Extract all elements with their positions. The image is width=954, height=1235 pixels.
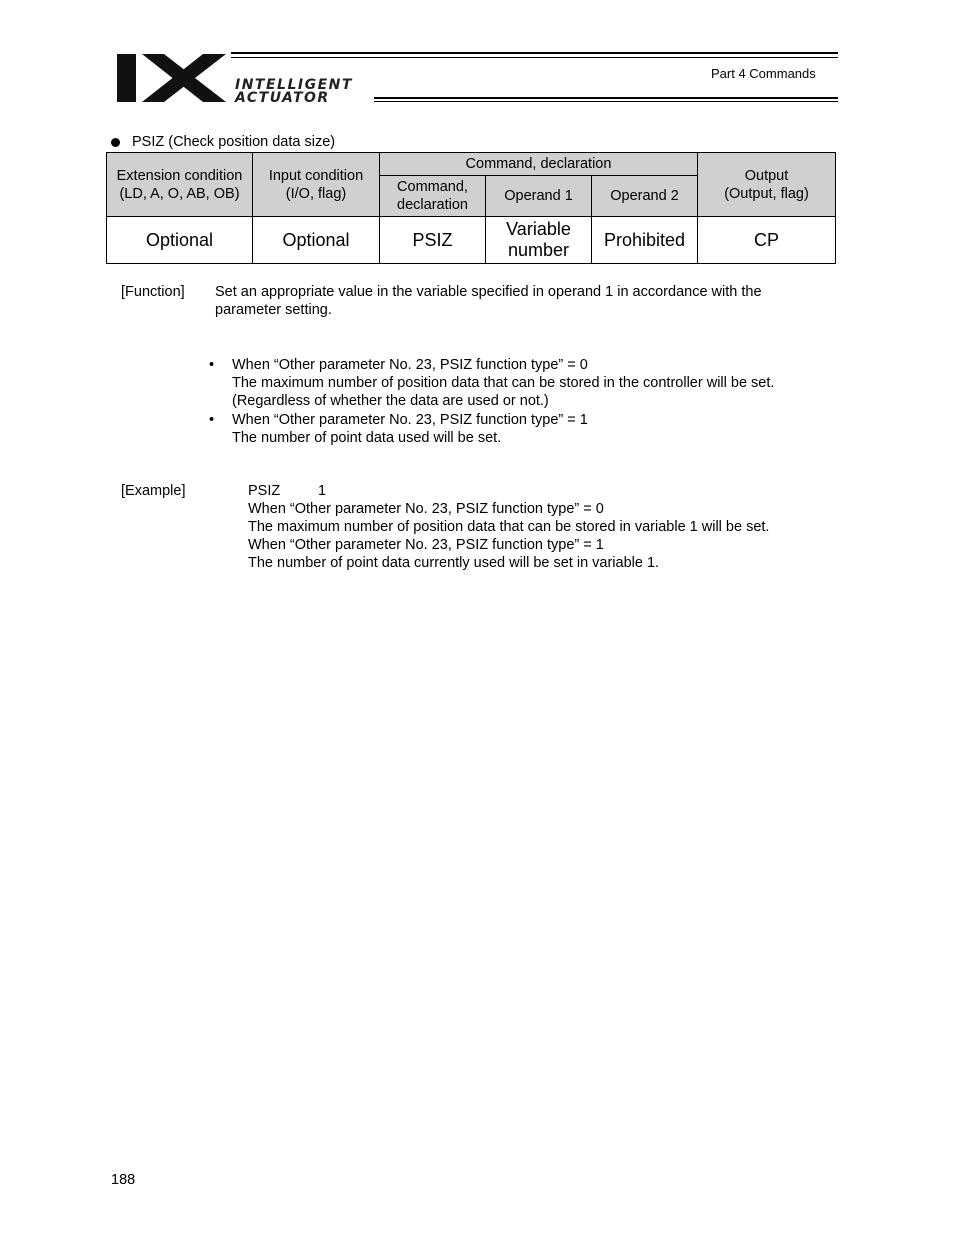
function-bullet-1-dot: • [209, 357, 215, 373]
brand-line2: ACTUATOR [235, 90, 330, 104]
brand-line1: INTELLIGENT [235, 77, 353, 93]
example-line-4: The number of point data currently used will be set in variable 1. [248, 555, 660, 571]
value-command: PSIZ [380, 217, 486, 264]
example-line-3: When “Other parameter No. 23, PSIZ function type” = 1 [248, 537, 604, 553]
example-code-operand: 1 [318, 483, 327, 499]
header-output: Output (Output, flag) [698, 153, 836, 217]
header-command-group: Command, declaration [380, 153, 698, 176]
intelligent-actuator-logo [114, 52, 399, 104]
header-operand1: Operand 1 [486, 176, 592, 217]
part-label: Part 4 Commands [711, 66, 816, 81]
header-command: Command, declaration [380, 176, 486, 217]
page-number: 188 [111, 1172, 136, 1188]
example-line-2: The maximum number of position data that can be stored in variable 1 will be set. [248, 519, 770, 535]
header-rule-bottom-thin [374, 101, 838, 102]
value-extension-condition: Optional [107, 217, 253, 264]
value-operand1: Variable number [486, 217, 592, 264]
function-bullet-2-head: When “Other parameter No. 23, PSIZ function type” = 1 [232, 412, 588, 428]
section-title-text: PSIZ (Check position data size) [132, 134, 336, 150]
function-bullet-2-dot: • [209, 412, 215, 428]
header-input-condition: Input condition (I/O, flag) [253, 153, 380, 217]
function-bullet-1-body: The maximum number of position data that can be stored in the controller will be set. (Regardless of whether the data are used or not.) [232, 375, 775, 409]
value-operand2: Prohibited [592, 217, 698, 264]
header-operand2: Operand 2 [592, 176, 698, 217]
example-label: [Example] [121, 483, 186, 499]
command-spec-table [106, 152, 836, 264]
header-extension-condition: Extension condition (LD, A, O, AB, OB) [107, 153, 253, 217]
bullet-dot-icon [111, 138, 120, 147]
header-rule-top [231, 52, 838, 54]
function-label: [Function] [121, 284, 185, 300]
function-bullet-1-head: When “Other parameter No. 23, PSIZ function type” = 0 [232, 357, 588, 373]
example-code-command: PSIZ [248, 483, 281, 499]
value-output: CP [698, 217, 836, 264]
section-title [111, 134, 335, 150]
header-rule-bottom [374, 97, 838, 99]
value-input-condition: Optional [253, 217, 380, 264]
function-bullet-2-body: The number of point data used will be set. [232, 430, 502, 446]
header-rule-mid [231, 57, 838, 58]
example-line-1: When “Other parameter No. 23, PSIZ function type” = 0 [248, 501, 604, 517]
function-text: Set an appropriate value in the variable specified in operand 1 in accordance with the parameter setting. [215, 284, 762, 318]
